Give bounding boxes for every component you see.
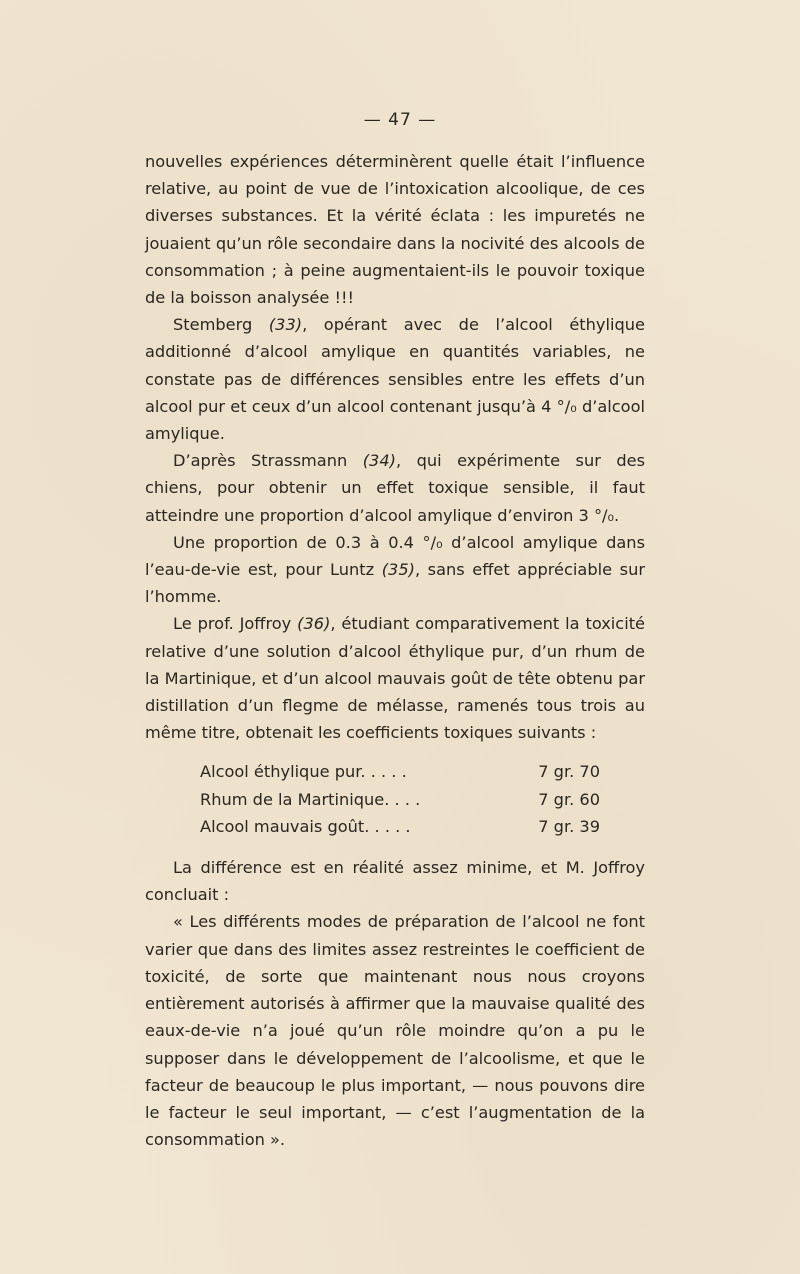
- coefficients-table: [200, 758, 600, 840]
- table-row: [200, 758, 600, 785]
- paragraph-joffroy: [145, 610, 645, 746]
- paragraph-quote: « Les différents modes de préparation de l’alcool ne font varier que dans des limites assez restreintes le coefficient de toxicité, de sorte que maintenant nous nous croyons entièrement autorisés à affirmer que la mauvaise qualité des eaux-de-vie n’a joué qu’un rôle moindre qu’on a pu le supposer dans le développement de l’alcoolisme, et que le facteur de beaucoup le plus important, — nous pouvons dire le facteur le seul important, — c’est l’augmentation de la consommation ».: [145, 912, 645, 1150]
- text-before: Une proportion de 0.3 à 0.4 °/₀ d’alcool amylique dans l’eau-de-vie est, pour Luntz: [145, 532, 645, 580]
- table-row: [200, 786, 600, 813]
- page-number: — 47 —: [363, 110, 437, 130]
- text-before: Stemberg: [173, 315, 269, 335]
- reference-36: (36): [297, 614, 331, 634]
- text-after: , qui expérimente sur des chiens, pour obtenir un effet toxique sensible, il faut atteindre une proportion d’alcool amylique d’environ 3 °/₀.: [145, 451, 646, 525]
- reference-34: (34): [362, 451, 396, 471]
- text-after: , opérant avec de l’alcool éthylique additionné d’alcool amylique en quantités variables, ne constate pas de différences sensibles entre les effets d’un alcool pur et ceux d’un alcool contenant jusqu’à 4 °/₀ d’alcool amylique.: [145, 315, 645, 444]
- paragraph-strassmann: [145, 447, 645, 529]
- text-after: , sans effet appréciable sur l’homme.: [145, 560, 645, 607]
- reference-33: (33): [268, 315, 303, 335]
- coefficient-label: Rhum de la Martinique. . . .: [200, 789, 421, 809]
- text-after: , étudiant comparativement la toxicité relative d’une solution d’alcool éthylique pur, d’un rhum de la Martinique, et d’un alcool mauvais goût de tête obtenu par distillation d’un flegme de mélasse, ramenés tous trois au même titre, obtenait les coefficients toxiques suivants :: [145, 614, 646, 743]
- table-row: [200, 813, 600, 840]
- coefficient-value: 7 gr. 39: [538, 816, 600, 836]
- body-text: [145, 148, 645, 1153]
- paragraph-1: nouvelles expériences déterminèrent quelle était l’influence relative, au point de vue de l’intoxication alcoolique, de ces diverses substances. Et la vérité éclata : les impuretés ne jouaient qu’un rôle secondaire dans la nocivité des alcools de consommation ; à peine augmentaient-ils le pouvoir toxique de la boisson analysée !!!: [145, 152, 645, 308]
- reference-35: (35): [381, 560, 415, 580]
- coefficient-label: Alcool éthylique pur. . . . .: [200, 762, 407, 782]
- coefficient-value: 7 gr. 60: [538, 789, 600, 809]
- text-before: D’après Strassmann: [173, 451, 363, 471]
- coefficient-value: 7 gr. 70: [538, 762, 600, 782]
- coefficient-label: Alcool mauvais goût. . . . .: [200, 816, 411, 836]
- paragraph-luntz: [145, 529, 645, 611]
- text-before: Le prof. Joffroy: [173, 614, 298, 634]
- paragraph-stemberg: [145, 311, 645, 447]
- paragraph-difference: La différence est en réalité assez minime, et M. Joffroy concluait :: [145, 858, 645, 905]
